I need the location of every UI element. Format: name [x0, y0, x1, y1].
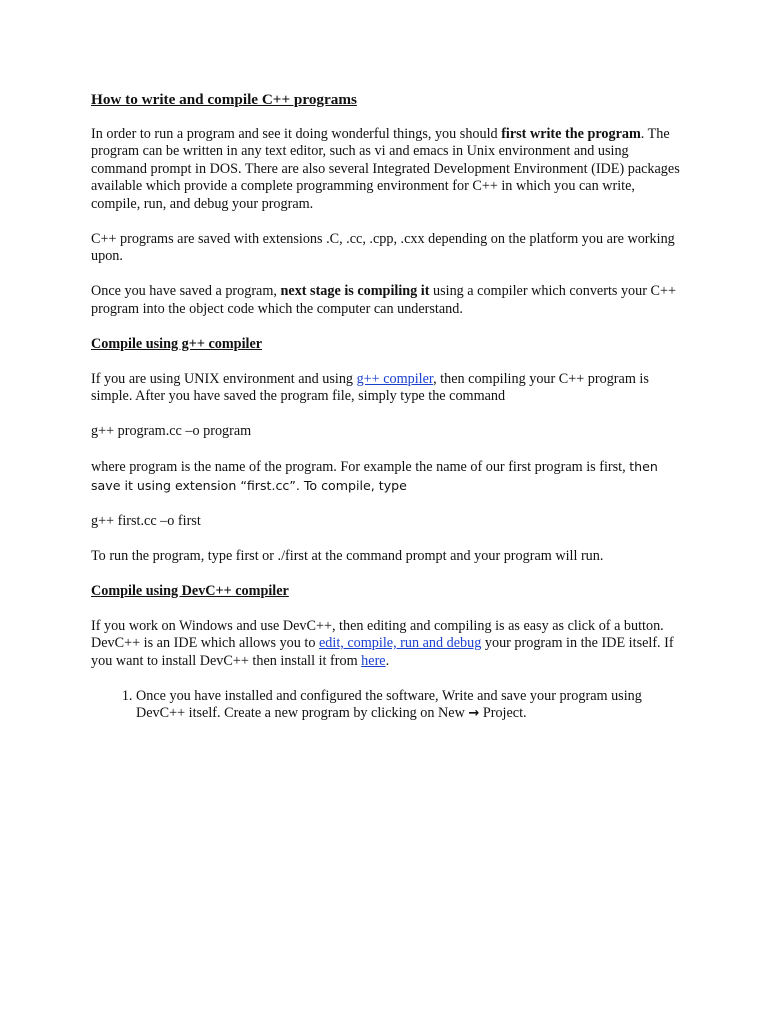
gpp-paragraph-2	[91, 458, 683, 495]
gpp-paragraph-1	[91, 371, 683, 406]
compile-text: Once you have saved a program,	[91, 283, 281, 299]
gpp-text-continued: , then compiling your C++ program is simple. After you have saved the program file, simply type the command	[91, 370, 649, 404]
devc-paragraph-1	[91, 618, 683, 671]
gpp-section-heading: Compile using g++ compiler	[91, 335, 263, 352]
devc-section-heading: Compile using DevC++ compiler	[91, 582, 289, 599]
gpp-compiler-link[interactable]: g++ compiler	[356, 370, 434, 387]
document-page	[91, 91, 683, 723]
step-text-end: Project.	[479, 705, 527, 721]
devc-text-continued: your program in the IDE itself. If you want to install DevC++ then install it from	[91, 635, 674, 669]
intro-paragraph-2: C++ programs are saved with extensions .C, .cc, .cpp, .cxx depending on the platform you are working upon.	[91, 230, 675, 264]
intro-paragraph-3	[91, 283, 683, 318]
page-title: How to write and compile C++ programs	[91, 91, 357, 108]
gpp-paragraph-3: To run the program, type first or ./first at the command prompt and your program will run.	[91, 547, 604, 564]
list-item	[136, 688, 683, 723]
install-here-link[interactable]: here	[361, 652, 386, 669]
right-arrow-icon: →	[468, 706, 480, 721]
intro-bold-text: first write the program	[501, 125, 641, 142]
edit-compile-run-debug-link[interactable]: edit, compile, run and debug	[319, 635, 482, 651]
intro-paragraph-1	[91, 126, 683, 214]
devc-text: If you work on Windows and use DevC++, then editing and compiling is as easy as click of a button. DevC++ is an IDE which allows you to	[91, 617, 664, 651]
intro-text-continued: . The program can be written in any text editor, such as vi and emacs in Unix environment and using command prompt in DOS. There are also several Integrated Development Environment (IDE) packages available which provide a complete programming environment for C++ in which you can write, compile, run, and debug your program.	[91, 125, 680, 212]
steps-list	[91, 688, 683, 723]
gpp-example-text-continued: then save it using extension “first.cc”. To compile, type	[91, 459, 658, 493]
gpp-command-1: g++ program.cc –o program	[91, 423, 252, 439]
gpp-example-text: where program is the name of the program. For example the name of our first program is first,	[91, 459, 630, 475]
intro-text: In order to run a program and see it doing wonderful things, you should	[91, 125, 502, 142]
gpp-command-2: g++ first.cc –o first	[91, 512, 201, 529]
compile-bold-text: next stage is compiling it	[280, 283, 430, 299]
gpp-text: If you are using UNIX environment and using	[91, 370, 357, 387]
step-text: Once you have installed and configured the software, Write and save your program using DevC++ itself. Create a new program by clicking on New	[136, 687, 642, 721]
devc-text-end: .	[385, 652, 390, 669]
compile-text-continued: using a compiler which converts your C++ program into the object code which the computer can understand.	[91, 283, 676, 317]
